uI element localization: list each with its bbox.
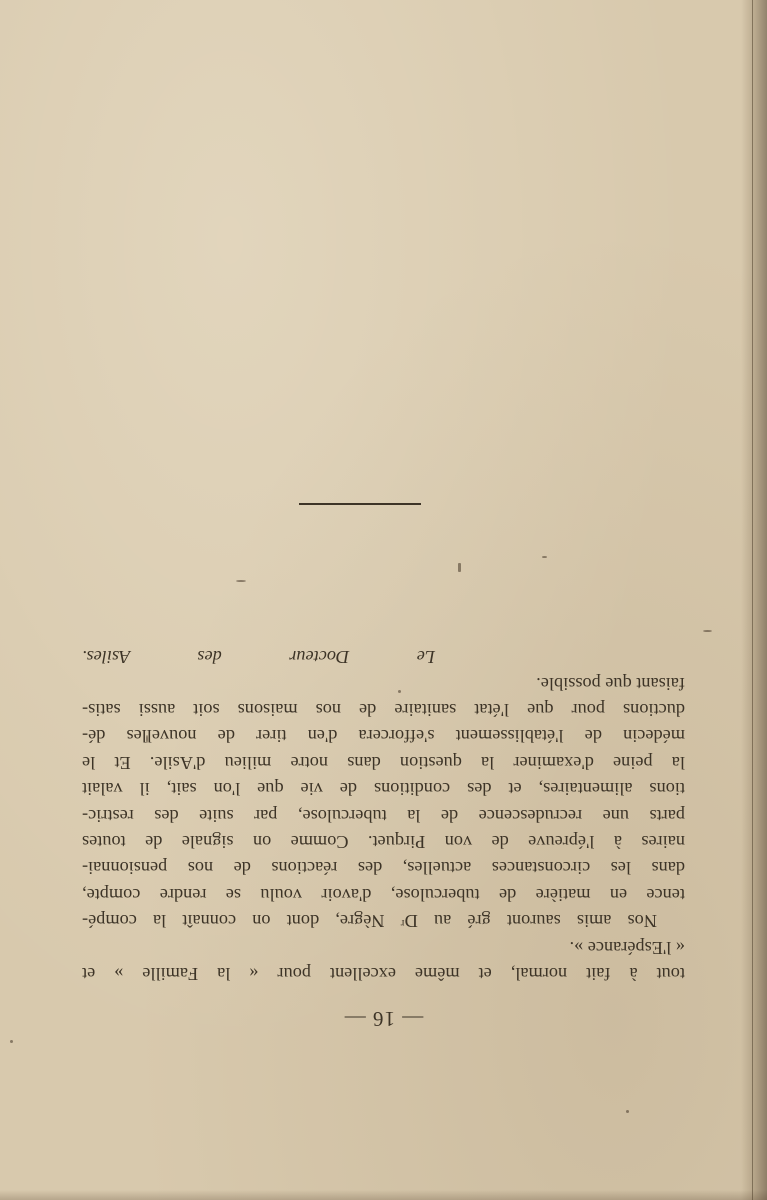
body-text [82,644,685,987]
text-line: dans les circonstances actuelles, des réactions de nos pensionnai- [82,858,685,879]
text-line: faisant que possible. [536,673,685,694]
text-line: ductions pour que l'état sanitaire de nos maisons soit aussi satis- [82,699,685,720]
text-line: naires à l'épreuve de von Pirquet. Comme on signale de toutes [82,831,685,852]
page-number: — 16 — [343,1007,424,1031]
signature: Le Docteur des Asiles. [82,647,435,668]
text-line: Nos amis sauront gré au Dʳ Nègre, dont on connaît la compé- [82,911,657,932]
text-line: la peine d'examiner la question dans notre milieu d'Asile. Et le [82,752,685,773]
text-line: parts une recrudescence de la tuberculose, par suite des restric- [82,805,685,826]
text-line: tence en matière de tuberculose, d'avoir voulu se rendre compte, [82,884,685,905]
text-line: tout à fait normal, et même excellent pour « la Famille » et [82,964,685,984]
text-line: tions alimentaires, et des conditions de vie que l'on sait, il valait [82,779,685,800]
section-divider-rule [299,503,421,505]
text-line: médecin de l'établissement s'efforcera d'en tirer de nouvelles dé- [82,726,685,747]
text-line: « l'Espérance ». [569,937,685,958]
